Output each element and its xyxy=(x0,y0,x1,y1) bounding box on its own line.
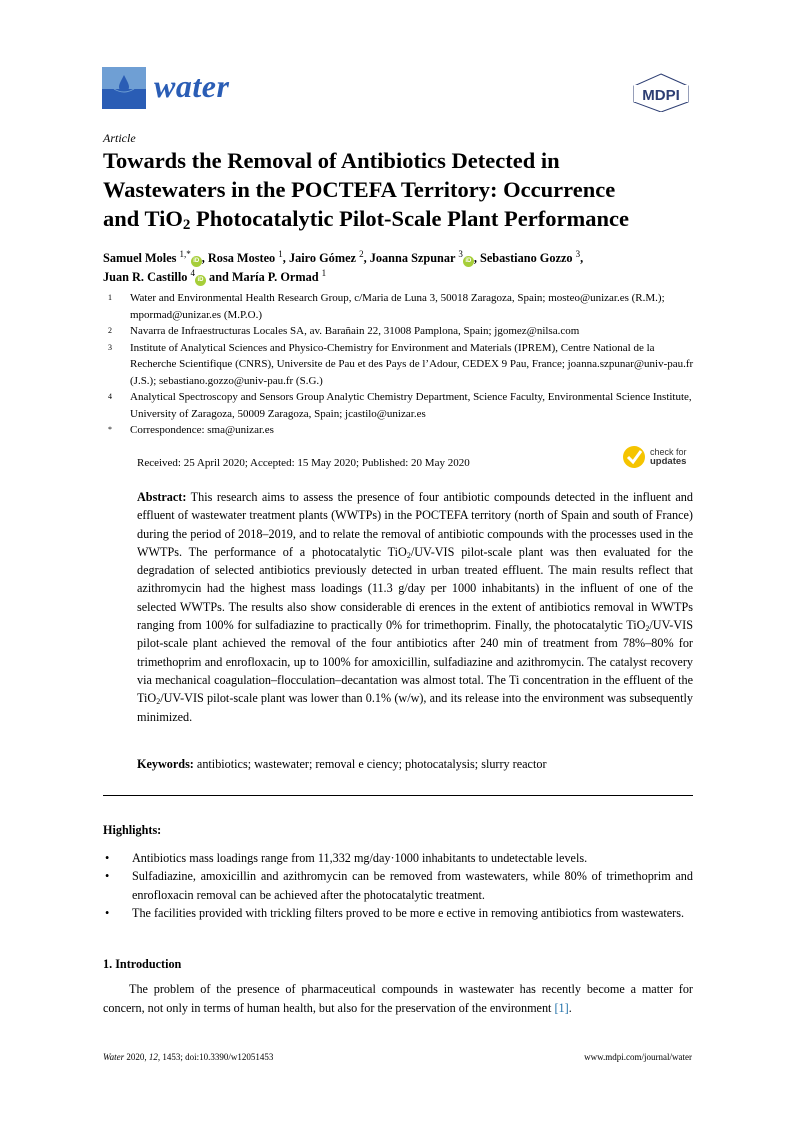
bullet-icon: • xyxy=(105,869,110,884)
keywords: Keywords: antibiotics; wastewater; removal e ciency; photocatalysis; slurry reactor xyxy=(137,757,547,771)
article-title: Towards the Removal of Antibiotics Detected in Wastewaters in the POCTEFA Territory: Occurrence and TiO$_2$ Photocatalytic Pilot-Scale Plant Performance xyxy=(103,148,629,233)
orcid-icon[interactable]: iD xyxy=(195,275,206,286)
check-for-updates-button[interactable]: check for updates xyxy=(623,446,698,472)
author[interactable]: Sebastiano Gozzo $^3$ xyxy=(480,249,581,265)
highlights-heading: Highlights: xyxy=(103,823,162,837)
affiliation-item: 4 Analytical Spectroscopy and Sensors Group Analytic Chemistry Department, Science Faculty, Environmental Science Institute, University of Zaragoza, 50009 Zaragoza, Spain; jcastilo@unizar.es xyxy=(108,391,692,420)
article-type: Article xyxy=(103,131,136,145)
author[interactable]: Rosa Mosteo $^1$ xyxy=(207,249,283,265)
author[interactable]: Joanna Szpunar $^3$ xyxy=(369,249,463,265)
correspondence: * Correspondence: sma@unizar.es xyxy=(108,424,274,436)
affiliation-item: 1 Water and Environmental Health Research Group, c/Maria de Luna 3, 50018 Zaragoza, Spain; mosteo@unizar.es (R.M.); mpormad@unizar.es (M.P.O.) xyxy=(108,292,665,321)
author[interactable]: Juan R. Castillo $^4$ xyxy=(103,268,195,284)
bullet-icon: • xyxy=(105,905,110,920)
introduction-paragraph: The problem of the presence of pharmaceutical compounds in wastewater has recently become a matter for concern, not only in terms of human health, but also for the preservation of the environment [1]. xyxy=(103,982,693,1015)
svg-text:MDPI: MDPI xyxy=(642,87,680,104)
publication-dates: Received: 25 April 2020; Accepted: 15 May 2020; Published: 20 May 2020 xyxy=(137,457,470,469)
abstract: Abstract: This research aims to assess the presence of four antibiotic compounds detected in the influent and effluent of wastewater treatment plants (WWTPs) in the POCTEFA territory (north of Spain and south of France) during the period of 2018–2019, and to relate the removal of antibiotic compounds with the processes used in the WWTPs. The performance of a photocatalytic TiO$_2$/UV-VIS pilot-scale plant was then evaluated for the degradation of selected antibiotics previously detected in urban treated effluent. The main results reflect that azithromycin had the highest mass loadings (11.3 g/day per 1000 inhabitants) in the influent of one of the selected WWTPs. The results also show considerable di erences in the extent of antibiotics removal in WWTPs ranging from 100% for sulfadiazine to practically 0% for trimethoprim. Finally, the photocatalytic TiO$_2$/UV-VIS pilot-scale plant achieved the removal of the four antibiotics after 240 min of treatment from 78%–80% for trimethoprim and enrofloxacin, up to 100% for amoxicillin, sulfadiazine and azithromycin. The catalyst recovery via mechanical coagulation–flocculation–decantation was almost total. The Ti concentration in the effluent of the TiO$_2$/UV-VIS pilot-scale plant was lower than 0.1% (w/w), and its release into the environment was subsequently minimized. xyxy=(137,490,693,724)
footer-citation: Water 2020, 12, 1453; doi:10.3390/w12051453 xyxy=(103,1052,274,1062)
water-drop-icon xyxy=(102,67,146,109)
author-list: Samuel Moles $^{1,*}$iD , Rosa Mosteo $^1$, Jairo Gómez $^2$, Joanna Szpunar $^3$iD , Sebastiano Gozzo $^3$, Juan R. Castillo $^4$iD and María P. Ormad $^1$ xyxy=(103,249,584,284)
divider xyxy=(103,795,693,796)
list-item: • The facilities provided with trickling filters proved to be more e ective in removing antibiotics from wastewaters. xyxy=(103,904,693,922)
journal-name: water xyxy=(154,68,230,104)
highlights-list xyxy=(103,849,693,922)
affiliations xyxy=(108,290,698,439)
author[interactable]: Jairo Gómez $^2$ xyxy=(288,249,364,265)
section-heading: 1. Introduction xyxy=(103,957,182,971)
author[interactable]: Samuel Moles $^{1,*}$ xyxy=(103,249,191,265)
affiliation-item: 2 Navarra de Infraestructuras Locales SA, av. Barañain 22, 31008 Pamplona, Spain; jgomez@nilsa.com xyxy=(108,325,580,337)
author[interactable]: María P. Ormad $^1$ xyxy=(231,268,327,284)
bullet-icon: • xyxy=(105,851,110,865)
mdpi-logo xyxy=(630,72,692,112)
checkmark-icon xyxy=(623,446,645,468)
orcid-icon[interactable]: iD xyxy=(191,256,202,267)
affiliation-item: 3 Institute of Analytical Sciences and Physico-Chemistry for Environment and Materials (IPREM), Centre National de la Recherche Scientifique (CNRS), Universite de Pau et des Pays de l’Adour, CEDEX 9 Pau, France; joanna.szpunar@univ-pau.fr (J.S.); sebastiano.gozzo@univ-pau.fr (S.G.) xyxy=(108,341,694,387)
list-item: • Sulfadiazine, amoxicillin and azithromycin can be removed from wastewaters, while 80% of trimethoprim and enrofloxacin removal can be achieved after the photocatalytic treatment. xyxy=(103,867,693,904)
list-item: • Antibiotics mass loadings range from 11,332 mg/day·1000 inhabitants to undetectable levels. xyxy=(103,849,693,867)
citation-link[interactable]: [1] xyxy=(554,1001,569,1015)
journal-logo xyxy=(102,67,146,109)
footer-url[interactable]: www.mdpi.com/journal/water xyxy=(584,1052,692,1062)
orcid-icon[interactable]: iD xyxy=(463,256,474,267)
